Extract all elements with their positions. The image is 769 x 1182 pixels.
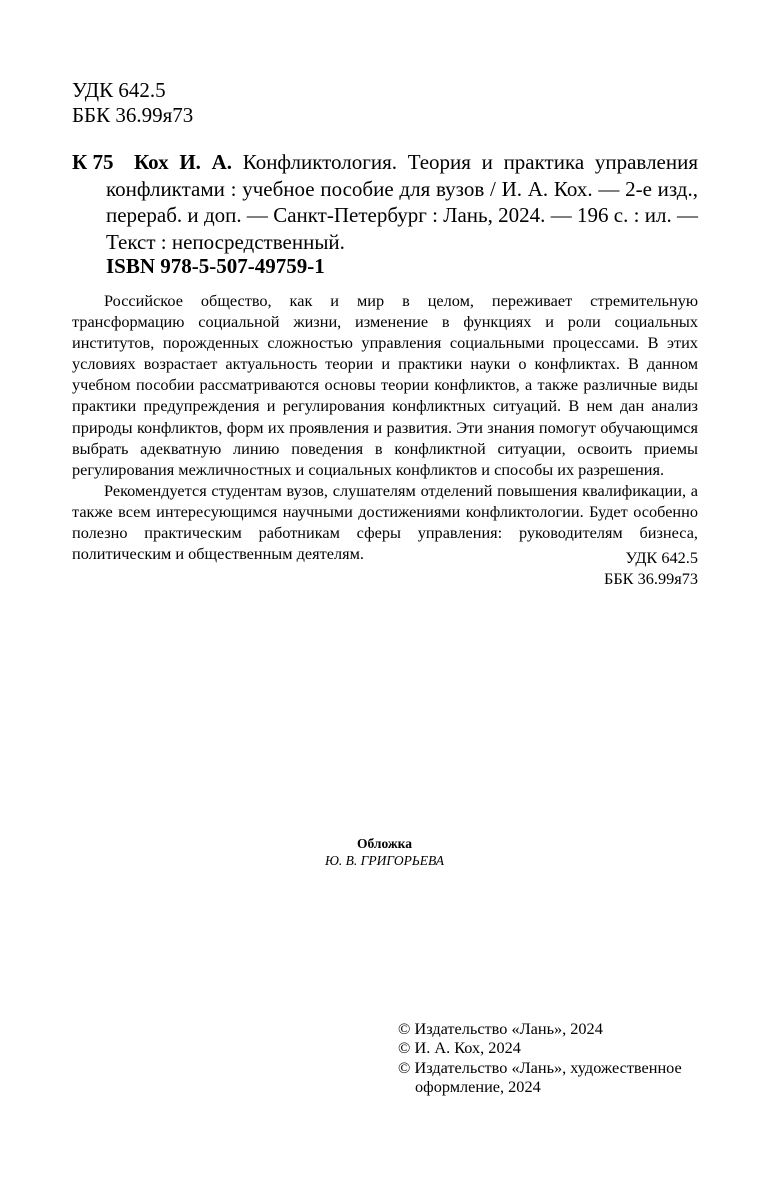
author-mark: К 75: [72, 150, 114, 174]
bbk-code: ББК 36.99я73: [603, 569, 698, 588]
annotation: [72, 290, 698, 564]
cover-label: Обложка: [356, 836, 412, 851]
bibliographic-entry: [106, 149, 698, 255]
isbn: ISBN 978-5-507-49759-1: [106, 254, 325, 278]
entry-description: Конфликтология. Теория и практика управления конфликтами : учебное пособие для вузов / И. А. Кох. — 2-е изд., перераб. и доп. — Санкт-Петербург : Лань, 2024. — 196 с. : ил. — Текст : непосредственный.: [106, 150, 698, 254]
annotation-paragraph: Рекомендуется студентам вузов, слушателям отделений повышения квалификации, а также всем интересующимся научными достижениями конфликтологии. Будет особенно полезно практическим работникам сферы управления: руководителям бизнеса, политическим и общественным деятелям.: [72, 480, 698, 564]
cover-artist: Ю. В. ГРИГОРЬЕВА: [324, 853, 445, 868]
bbk-code: ББК 36.99я73: [72, 103, 194, 127]
cover-credit: [0, 835, 769, 869]
copyright-line: © Издательство «Лань», 2024: [398, 1019, 603, 1038]
copyright-block: [398, 1019, 698, 1096]
udk-code: УДК 642.5: [72, 78, 166, 102]
udk-code: УДК 642.5: [625, 548, 698, 567]
classification-footer: [560, 547, 698, 589]
entry-author: Кох И. А.: [134, 150, 233, 174]
copyright-line: © Издательство «Лань», художественное оформление, 2024: [398, 1057, 682, 1096]
copyright-line: © И. А. Кох, 2024: [398, 1038, 521, 1058]
annotation-paragraph: Российское общество, как и мир в целом, переживает стремительную трансформацию социальной жизни, изменение в функциях и роли социальных институтов, порожденных сложностью управления социальными процессами. В этих условиях возрастает актуальность теории и практики науки о конфликтах. В данном учебном пособии рассматриваются основы теории конфликтов, а также различные виды практики предупреждения и регулирования конфликтных ситуаций. В нем дан анализ природы конфликтов, форм их проявления и развития. Эти знания помогут обучающимся выбрать адекватную линию поведения в конфликтной ситуации, освоить приемы регулирования межличностных и социальных конфликтов и способы их разрешения.: [72, 291, 698, 479]
classification-header: [72, 78, 193, 128]
